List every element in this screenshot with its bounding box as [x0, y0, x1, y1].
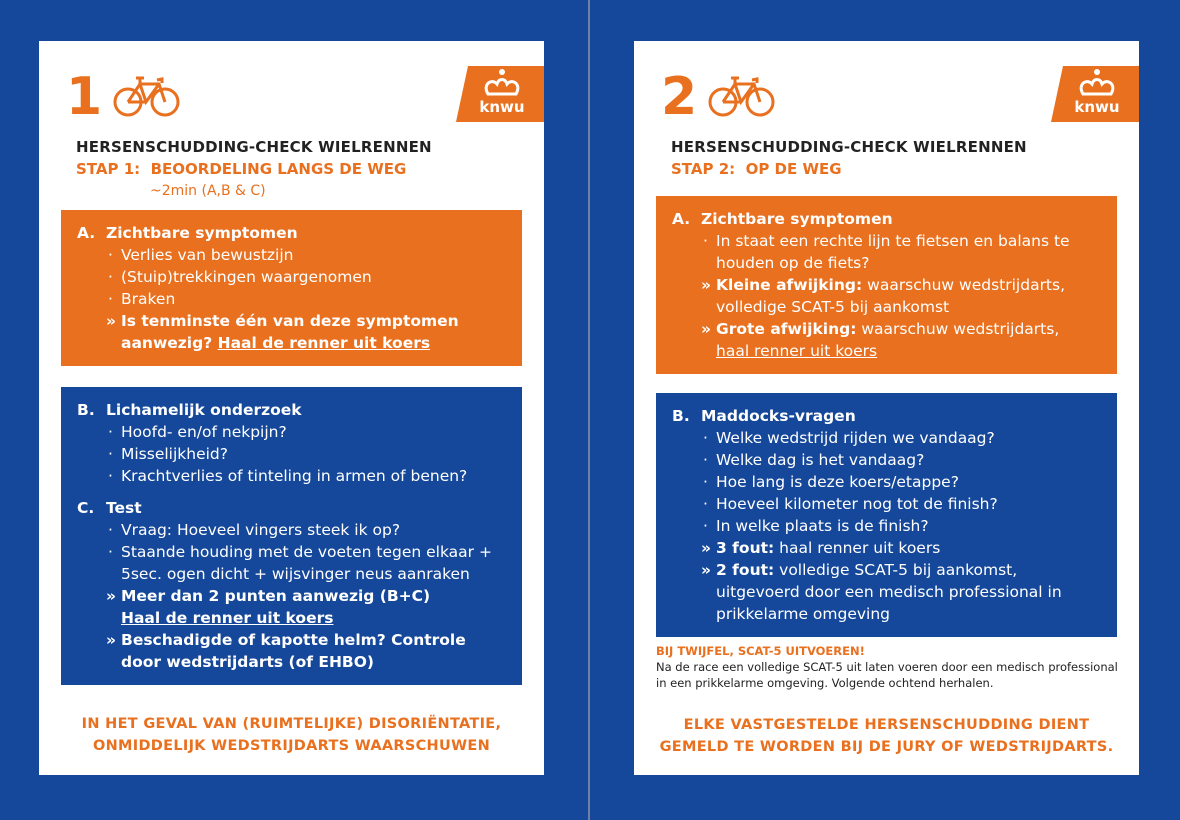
- section-letter: A.: [77, 224, 96, 242]
- card-footer: IN HET GEVAL VAN (RUIMTELIJKE) DISORIËNTATIE, ONMIDDELIJK WEDSTRIJDARTS WAARSCHUWEN: [81, 716, 502, 754]
- list-item: · Staande houding met de voeten tegen elkaar + 5sec. ogen dicht + wijsvinger neus aanraken: [108, 543, 492, 583]
- section-title: Zichtbare symptomen: [106, 224, 298, 242]
- card-step-2: [634, 41, 1139, 775]
- list-item: · (Stuip)trekkingen waargenomen: [108, 268, 372, 286]
- action-item: » Meer dan 2 punten aanwezig (B+C) Haal de renner uit koers: [106, 587, 431, 627]
- list-item: · Vraag: Hoeveel vingers steek ik op?: [108, 521, 401, 539]
- note-title: BIJ TWIJFEL, SCAT-5 UITVOEREN!: [656, 644, 865, 658]
- step-line: [76, 158, 432, 180]
- list-item: · Krachtverlies of tinteling in armen of benen?: [108, 467, 468, 485]
- step-title: BEOORDELING LANGS DE WEG: [150, 160, 407, 178]
- card-step-1: [39, 41, 544, 775]
- logo-text: knwu: [1074, 98, 1120, 116]
- page-divider: [588, 0, 590, 820]
- section-bc-box: [61, 387, 522, 685]
- note-text: Na de race een volledige SCAT-5 uit laten voeren door een medisch professional in een prikkelarme omgeving. Volgende ochtend herhalen.: [656, 660, 1118, 690]
- card-title: HERSENSCHUDDING-CHECK WIELRENNEN: [671, 138, 1027, 156]
- list-item: · In staat een rechte lijn te fietsen en balans te houden op de fiets?: [703, 232, 1070, 272]
- bicycle-icon: [708, 74, 776, 118]
- logo-text: knwu: [479, 98, 525, 116]
- section-title: Lichamelijk onderzoek: [106, 401, 302, 419]
- scat-note: [656, 643, 1126, 691]
- list-item: · Hoofd- en/of nekpijn?: [108, 423, 287, 441]
- card-heading: [671, 136, 1027, 180]
- section-b-box: [656, 393, 1117, 637]
- step-duration: ~2min (A,B & C): [150, 183, 266, 199]
- section-a-box: [61, 210, 522, 366]
- list-item: · Braken: [108, 290, 176, 308]
- bicycle-icon: [113, 74, 181, 118]
- action-item: » Kleine afwijking: waarschuw wedstrijdarts, volledige SCAT-5 bij aankomst: [701, 276, 1066, 316]
- list-item: · Welke dag is het vandaag?: [703, 451, 925, 469]
- knwu-logo: [1051, 66, 1139, 122]
- action-item: » 2 fout: volledige SCAT-5 bij aankomst, uitgevoerd door een medisch professional in prikkelarme omgeving: [701, 561, 1062, 623]
- section-letter: B.: [672, 407, 690, 425]
- action-item: » Is tenminste één van deze symptomen aanwezig? Haal de renner uit koers: [106, 312, 459, 352]
- step-number: 1: [66, 67, 103, 127]
- list-item: · Hoeveel kilometer nog tot de finish?: [703, 495, 998, 513]
- knwu-logo: [456, 66, 544, 122]
- list-item: · In welke plaats is de finish?: [703, 517, 929, 535]
- action-item: » Grote afwijking: waarschuw wedstrijdarts, haal renner uit koers: [701, 320, 1060, 360]
- step-label: STAP 2:: [671, 160, 736, 178]
- card-heading: [76, 136, 432, 202]
- card-title: HERSENSCHUDDING-CHECK WIELRENNEN: [76, 138, 432, 156]
- step-title: OP DE WEG: [745, 160, 842, 178]
- section-title: Zichtbare symptomen: [701, 210, 893, 228]
- action-item: » 3 fout: haal renner uit koers: [701, 539, 941, 557]
- list-item: · Misselijkheid?: [108, 445, 228, 463]
- action-item: » Beschadigde of kapotte helm? Controle door wedstrijdarts (of EHBO): [106, 631, 466, 671]
- section-letter: A.: [672, 210, 691, 228]
- step-number: 2: [661, 67, 698, 127]
- section-letter: C.: [77, 499, 95, 517]
- section-title: Maddocks-vragen: [701, 407, 856, 425]
- section-title: Test: [106, 499, 142, 517]
- section-letter: B.: [77, 401, 95, 419]
- step-label: STAP 1:: [76, 160, 141, 178]
- card-footer: ELKE VASTGESTELDE HERSENSCHUDDING DIENT GEMELD TE WORDEN BIJ DE JURY OF WEDSTRIJDARTS.: [659, 717, 1114, 755]
- list-item: · Verlies van bewustzijn: [108, 246, 294, 264]
- step-line: [671, 158, 1027, 180]
- section-a-box: [656, 196, 1117, 374]
- list-item: · Hoe lang is deze koers/etappe?: [703, 473, 959, 491]
- list-item: · Welke wedstrijd rijden we vandaag?: [703, 429, 995, 447]
